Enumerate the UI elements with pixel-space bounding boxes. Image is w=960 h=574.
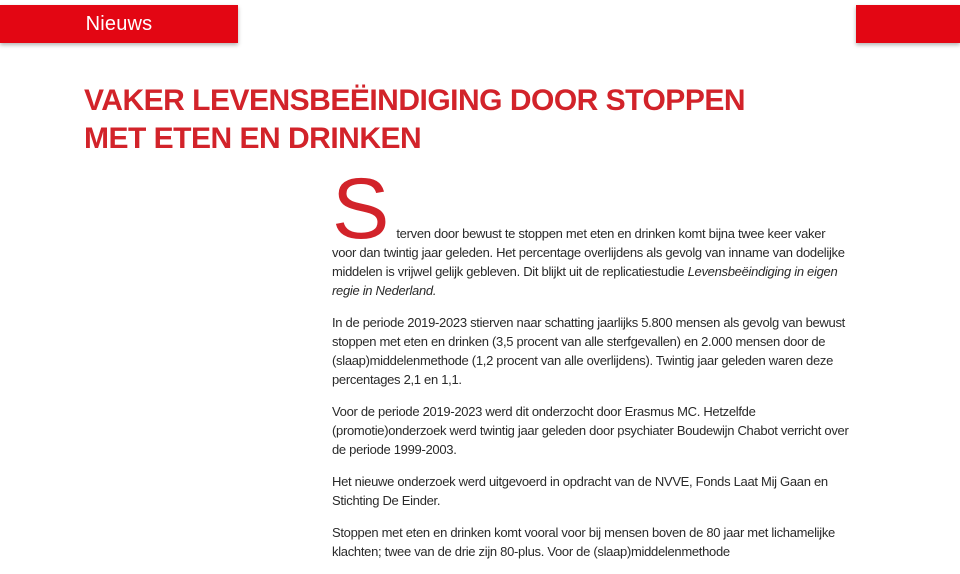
study-title-italic: Levensbeëindiging in eigen regie in Nederland. (332, 264, 838, 298)
dropcap-letter: S (332, 161, 390, 257)
article-paragraph-2: In de periode 2019-2023 stierven naar schatting jaarlijks 5.800 mensen als gevolg van bewust stoppen met eten en drinken (3,5 procent van alle sterfgevallen) en 2.000 mensen door de (slaap)middelenmethode (1,2 procent van alle overlijdens). Twintig jaar geleden waren deze percentages 2,1 en 1,1. (332, 315, 845, 387)
article-paragraph-3: Voor de periode 2019-2023 werd dit onderzocht door Erasmus MC. Hetzelfde (promotie)onderzoek werd twintig jaar geleden door psychiater Boudewijn Chabot verricht over de periode 1999-2003. (332, 404, 849, 457)
article-body (332, 161, 852, 574)
nav-tab-nieuws[interactable] (0, 5, 238, 43)
article-paragraph-4: Het nieuwe onderzoek werd uitgevoerd in opdracht van de NVVE, Fonds Laat Mij Gaan en Stichting De Einder. (332, 474, 828, 508)
article-paragraph-5: Stoppen met eten en drinken komt vooral voor bij mensen boven de 80 jaar met lichamelijke klachten; twee van de drie zijn 80-plus. Voor de (slaap)middelenmethode (332, 525, 835, 559)
top-right-red-block (856, 5, 960, 43)
article-title: VAKER LEVENSBEËINDIGING DOOR STOPPEN MET ETEN EN DRINKEN (84, 84, 745, 155)
nav-tab-nieuws-label: Nieuws (85, 12, 153, 35)
article-paragraph-1 (332, 161, 852, 300)
paragraph-1-text: terven door bewust te stoppen met eten en drinken komt bijna twee keer vaker voor dan twintig jaar geleden. Het percentage overlijdens als gevolg van inname van dodelijke middelen is vrijwel gelijk gebleven. Dit blijkt uit de replicatiestudie (332, 226, 845, 279)
